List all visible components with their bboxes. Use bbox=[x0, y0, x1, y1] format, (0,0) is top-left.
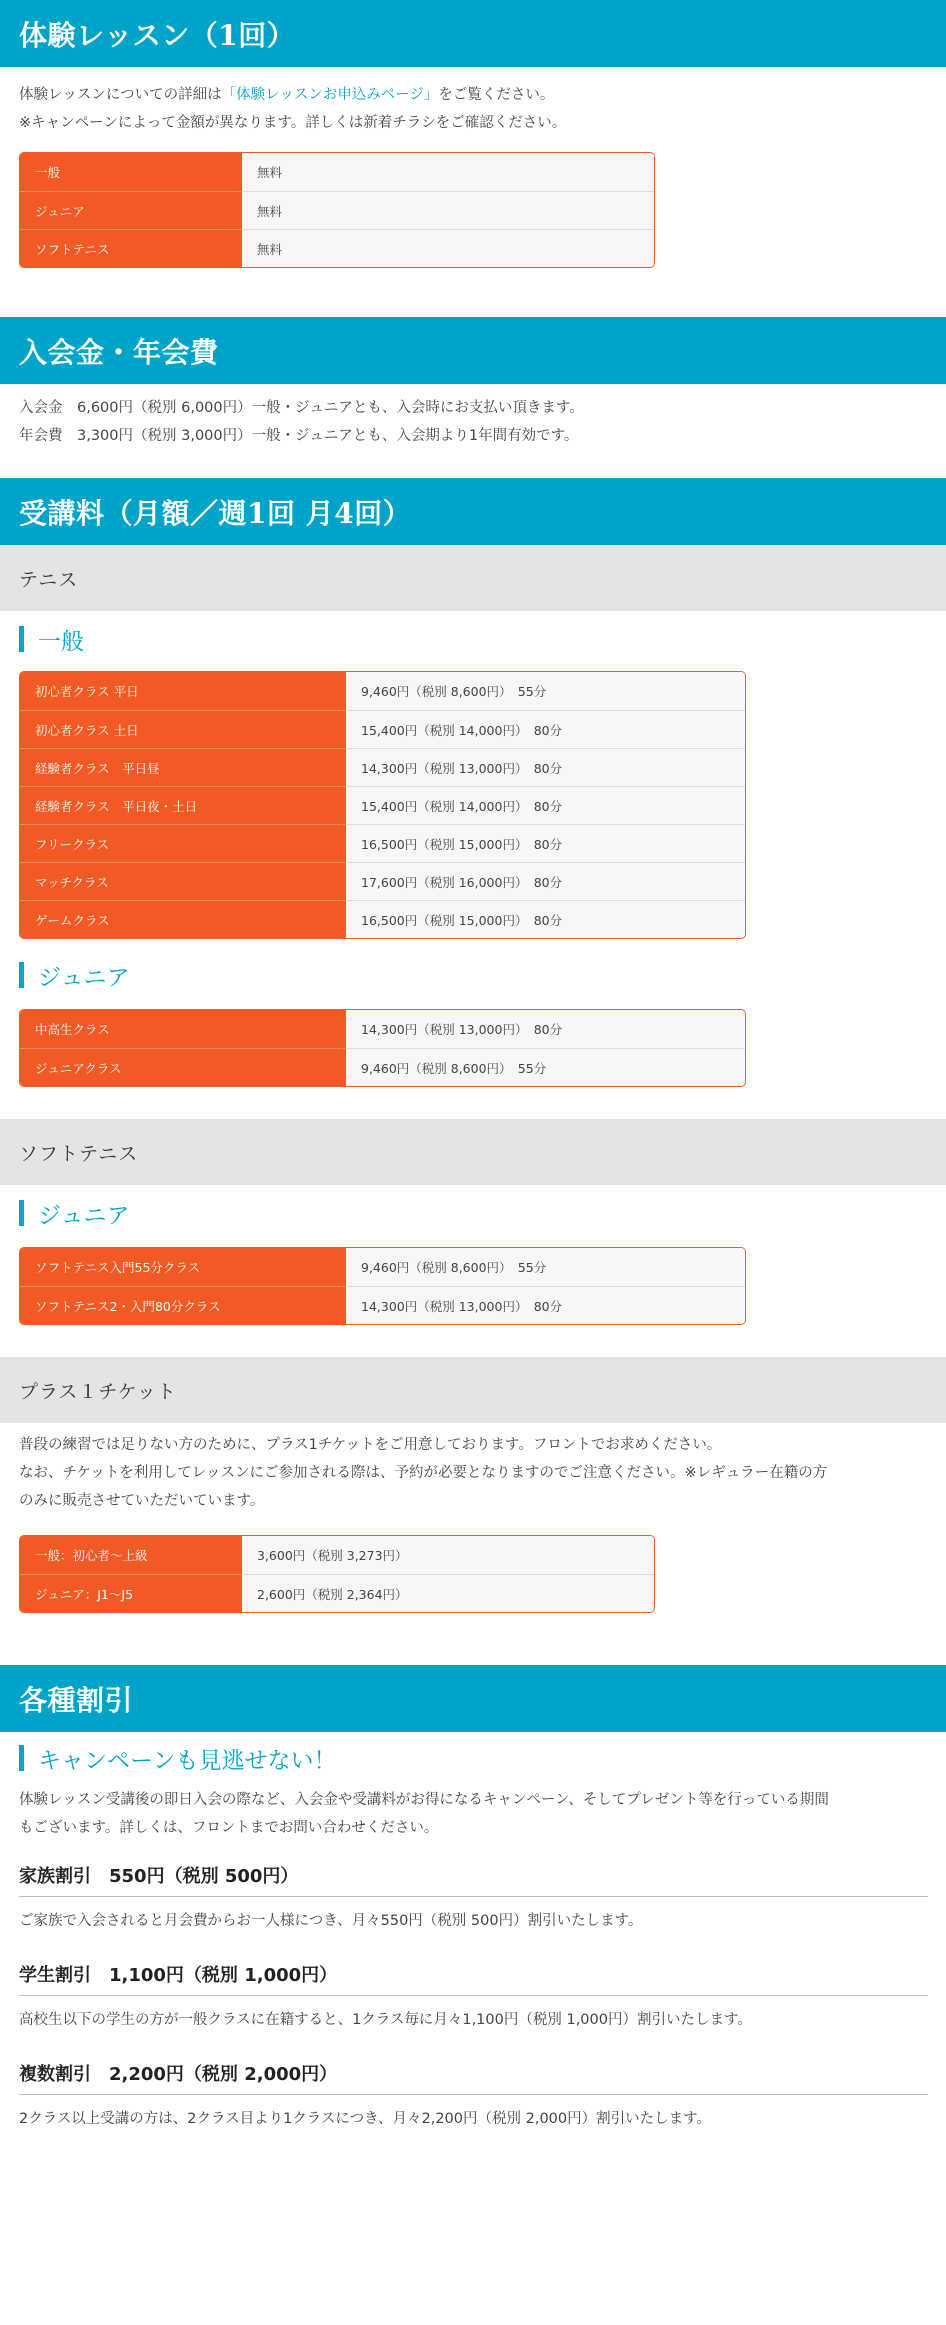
campaign-subheading-text: キャンペーンも見逃せない！ bbox=[38, 1747, 337, 1774]
plus-ticket-line-2: なお、チケットを利用してレッスンにご参加される際は、予約が必要となりますのでご注意ください。※レギュラー在籍の方 bbox=[19, 1465, 828, 1481]
ticket-price: 3,600円（税別 3,273円） bbox=[242, 1536, 654, 1574]
student-discount-title bbox=[19, 1953, 928, 1996]
table-row bbox=[20, 786, 745, 824]
student-discount-title-text: 学生割引 1,100円（税別 1,000円） bbox=[19, 1965, 338, 1986]
class-price: 14,300円（税別 13,000円） 80分 bbox=[346, 1286, 745, 1324]
trial-line-2: ※キャンペーンによって金額が異なります。詳しくは新着チラシをご確認ください。 bbox=[19, 115, 567, 131]
trial-application-link[interactable]: 「体験レッスンお申込みページ」 bbox=[221, 87, 439, 103]
table-row bbox=[20, 1536, 654, 1574]
trial-row-value: 無料 bbox=[242, 153, 654, 191]
discount-heading bbox=[0, 1665, 946, 1732]
table-row bbox=[20, 862, 745, 900]
soft-tennis-section-text: ソフトテニス bbox=[19, 1142, 139, 1165]
trial-row-label: 一般 bbox=[20, 153, 242, 191]
trial-line-1-pre: 体験レッスンについての詳細は bbox=[19, 87, 222, 103]
trial-row-value: 無料 bbox=[242, 191, 654, 229]
table-row bbox=[20, 900, 745, 938]
general-fee-table bbox=[19, 671, 746, 939]
multi-discount-title-text: 複数割引 2,200円（税別 2,000円） bbox=[19, 2064, 338, 2085]
trial-row-value: 無料 bbox=[242, 229, 654, 267]
table-row bbox=[20, 229, 654, 267]
accent-bar bbox=[19, 1200, 24, 1226]
table-row bbox=[20, 710, 745, 748]
campaign-subheading bbox=[0, 1744, 946, 1772]
table-row bbox=[20, 1286, 745, 1324]
family-discount-text: ご家族で入会されると月会費からお一人様につき、月々550円（税別 500円）割引いたします。 bbox=[19, 1913, 643, 1929]
class-price: 16,500円（税別 15,000円） 80分 bbox=[346, 900, 745, 938]
trial-description bbox=[0, 81, 946, 137]
table-row bbox=[20, 1010, 745, 1048]
campaign-line-2: もございます。詳しくは、フロントまでお問い合わせください。 bbox=[19, 1820, 439, 1836]
soft-junior-subheading-text: ジュニア bbox=[38, 1202, 130, 1229]
trial-heading-text: 体験レッスン（1回） bbox=[19, 18, 296, 52]
class-name: ゲームクラス bbox=[20, 900, 346, 938]
class-name: 初心者クラス 平日 bbox=[20, 672, 346, 710]
ticket-type: 一般：初心者～上級 bbox=[20, 1536, 242, 1574]
soft-tennis-fee-table bbox=[19, 1247, 746, 1325]
class-price: 9,460円（税別 8,600円） 55分 bbox=[346, 1248, 745, 1286]
table-row bbox=[20, 1048, 745, 1086]
ticket-type: ジュニア：J1～J5 bbox=[20, 1574, 242, 1612]
class-price: 15,400円（税別 14,000円） 80分 bbox=[346, 786, 745, 824]
membership-line-2: 年会費 3,300円（税別 3,000円）一般・ジュニアとも、入会期より1年間有効です。 bbox=[19, 428, 579, 444]
table-row bbox=[20, 748, 745, 786]
trial-row-label: ジュニア bbox=[20, 191, 242, 229]
class-price: 16,500円（税別 15,000円） 80分 bbox=[346, 824, 745, 862]
plus-ticket-section-text: プラス１チケット bbox=[19, 1380, 177, 1403]
class-name: フリークラス bbox=[20, 824, 346, 862]
trial-line-1 bbox=[19, 81, 928, 109]
soft-junior-subheading bbox=[0, 1199, 946, 1227]
class-name: ソフトテニス入門55分クラス bbox=[20, 1248, 346, 1286]
campaign-line-1: 体験レッスン受講後の即日入会の際など、入会金や受講料がお得になるキャンペーン、そしてプレゼント等を行っている期間 bbox=[19, 1792, 829, 1808]
campaign-description bbox=[0, 1786, 946, 1842]
membership-heading bbox=[0, 317, 946, 384]
trial-fee-table bbox=[19, 152, 655, 268]
tuition-heading-text: 受講料（月額／週1回 月4回） bbox=[19, 496, 412, 530]
class-name: 初心者クラス 土日 bbox=[20, 710, 346, 748]
student-discount-text: 高校生以下の学生の方が一般クラスに在籍すると、1クラス毎に月々1,100円（税別 1,000円）割引いたします。 bbox=[19, 2012, 752, 2028]
class-name: マッチクラス bbox=[20, 862, 346, 900]
plus-ticket-line-3: のみに販売させていただいています。 bbox=[19, 1493, 265, 1509]
ticket-price: 2,600円（税別 2,364円） bbox=[242, 1574, 654, 1612]
class-price: 9,460円（税別 8,600円） 55分 bbox=[346, 1048, 745, 1086]
plus-ticket-line-1: 普段の練習では足りない方のために、プラス1チケットをご用意しております。フロントでお求めください。 bbox=[19, 1437, 722, 1453]
multi-discount-title bbox=[19, 2052, 928, 2095]
accent-bar bbox=[19, 626, 24, 652]
tennis-section-heading bbox=[0, 545, 946, 611]
general-subheading bbox=[0, 625, 946, 653]
tennis-section-text: テニス bbox=[19, 568, 79, 591]
discount-heading-text: 各種割引 bbox=[19, 1683, 134, 1717]
table-row bbox=[20, 672, 745, 710]
plus-ticket-description bbox=[0, 1431, 946, 1515]
plus-ticket-fee-table bbox=[19, 1535, 655, 1613]
class-name: 中高生クラス bbox=[20, 1010, 346, 1048]
plus-ticket-section-heading bbox=[0, 1357, 946, 1423]
membership-description bbox=[0, 394, 946, 450]
family-discount-title-text: 家族割引 550円（税別 500円） bbox=[19, 1866, 299, 1887]
class-name: ジュニアクラス bbox=[20, 1048, 346, 1086]
family-discount-title bbox=[19, 1854, 928, 1897]
table-row bbox=[20, 1248, 745, 1286]
table-row bbox=[20, 1574, 654, 1612]
class-name: 経験者クラス 平日昼 bbox=[20, 748, 346, 786]
membership-heading-text: 入会金・年会費 bbox=[19, 335, 219, 369]
junior-fee-table bbox=[19, 1009, 746, 1087]
general-subheading-text: 一般 bbox=[38, 628, 84, 655]
class-price: 17,600円（税別 16,000円） 80分 bbox=[346, 862, 745, 900]
trial-heading bbox=[0, 0, 946, 67]
class-name: ソフトテニス2・入門80分クラス bbox=[20, 1286, 346, 1324]
trial-line-1-post: をご覧ください。 bbox=[438, 87, 555, 103]
table-row bbox=[20, 191, 654, 229]
tuition-heading bbox=[0, 478, 946, 545]
accent-bar bbox=[19, 962, 24, 988]
accent-bar bbox=[19, 1745, 24, 1771]
multi-discount-text: 2クラス以上受講の方は、2クラス目より1クラスにつき、月々2,200円（税別 2,000円）割引いたします。 bbox=[19, 2111, 711, 2127]
class-price: 14,300円（税別 13,000円） 80分 bbox=[346, 1010, 745, 1048]
membership-line-1: 入会金 6,600円（税別 6,000円）一般・ジュニアとも、入会時にお支払い頂きます。 bbox=[19, 400, 584, 416]
trial-row-label: ソフトテニス bbox=[20, 229, 242, 267]
class-name: 経験者クラス 平日夜・土日 bbox=[20, 786, 346, 824]
soft-tennis-section-heading bbox=[0, 1119, 946, 1185]
junior-subheading-text: ジュニア bbox=[38, 964, 130, 991]
class-price: 15,400円（税別 14,000円） 80分 bbox=[346, 710, 745, 748]
class-price: 14,300円（税別 13,000円） 80分 bbox=[346, 748, 745, 786]
table-row bbox=[20, 824, 745, 862]
table-row bbox=[20, 153, 654, 191]
class-price: 9,460円（税別 8,600円） 55分 bbox=[346, 672, 745, 710]
junior-subheading bbox=[0, 961, 946, 989]
